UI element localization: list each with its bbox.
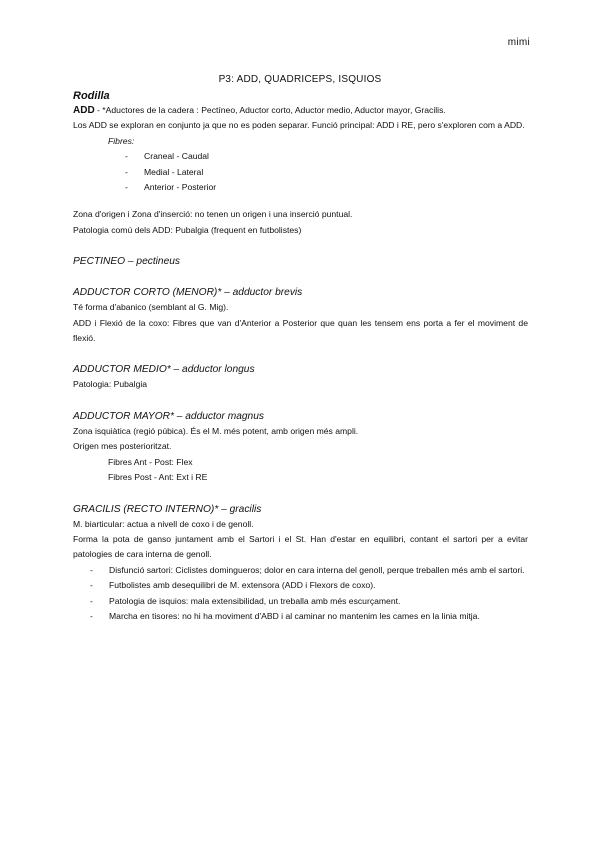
list-item: - Craneal - Caudal xyxy=(125,149,528,164)
aductor-mayor-line2: Origen mes posterioritzat. xyxy=(73,441,172,452)
list-item: - Disfunció sartori: Ciclistes domingueros; dolor en cara interna del genoll, perque treballen més amb el sartori. xyxy=(90,563,528,578)
document-title: P3: ADD, QUADRICEPS, ISQUIOS xyxy=(218,74,382,85)
section-title-aductor-mayor: ADDUCTOR MAYOR* – adductor magnus xyxy=(73,410,264,422)
add-intro-line xyxy=(73,103,528,118)
gracilis-line2: Forma la pota de ganso juntament amb el Sartori i el St. Han d'estar en equilibri, contant el sartori per a evitar patologies de cara interna de genoll. xyxy=(73,533,528,560)
zona-text: Zona d'origen i Zona d'inserció: no tenen un origen i una inserció puntual. xyxy=(73,209,353,220)
list-item: - Anterior - Posterior xyxy=(125,180,528,195)
fibres-list xyxy=(73,149,528,195)
gracilis-bullets xyxy=(73,563,528,625)
section-title-aductor-corto: ADDUCTOR CORTO (MENOR)* – adductor brevis xyxy=(73,287,303,299)
section-heading-rodilla: Rodilla xyxy=(73,90,110,102)
aductor-corto-line1: Té forma d'abanico (semblant al G. Mig). xyxy=(73,302,229,313)
list-item: - Marcha en tisores: no hi ha moviment d'ABD i al caminar no mantenim les cames en la linia mitja. xyxy=(90,609,528,624)
gracilis-line1: M. biarticular: actua a nivell de coxo i de genoll. xyxy=(73,518,254,529)
add-intro-bold: ADD xyxy=(73,105,95,116)
list-item: - Patologia de isquios: mala extensibilidad, un treballa amb més escurçament. xyxy=(90,594,528,609)
page-header-text: mimi xyxy=(507,37,530,48)
aductor-medio-line1: Patologia: Pubalgia xyxy=(73,379,148,390)
section-title-aductor-medio: ADDUCTOR MEDIO* – adductor longus xyxy=(73,364,255,376)
add-intro-rest: - *Aductores de la cadera : Pectíneo, Aductor corto, Aductor medio, Aductor mayor, Gracilis. xyxy=(94,105,446,115)
fibres-label: Fibres: xyxy=(108,135,135,146)
list-item: - Medial - Lateral xyxy=(125,165,528,180)
aductor-mayor-line4: Fibres Post - Ant: Ext i RE xyxy=(108,472,208,483)
aductor-mayor-line1: Zona isquiàtica (regió púbica). És el M. més potent, amb origen més ampli. xyxy=(73,425,359,436)
document-body xyxy=(73,89,528,624)
aductor-mayor-line3: Fibres Ant - Post: Flex xyxy=(108,456,193,467)
aductor-corto-line2: ADD i Flexió de la coxo: Fibres que van d'Anterior a Posterior que quan les tensem ens porta a fer el moviment de flexió. xyxy=(73,317,528,344)
patologia-text: Patologia comú dels ADD: Pubalgia (frequent en futbolistes) xyxy=(73,224,302,235)
add-explanation: Los ADD se exploran en conjunto ja que no es poden separar. Funció principal: ADD i RE, pero s'exploren com a ADD. xyxy=(73,120,525,131)
section-title-pectineo: PECTINEO – pectineus xyxy=(73,256,181,268)
list-item: - Futbolistes amb desequilibri de M. extensora (ADD i Flexors de coxo). xyxy=(90,578,528,593)
section-title-gracilis: GRACILIS (RECTO INTERNO)* – gracilis xyxy=(73,503,262,515)
